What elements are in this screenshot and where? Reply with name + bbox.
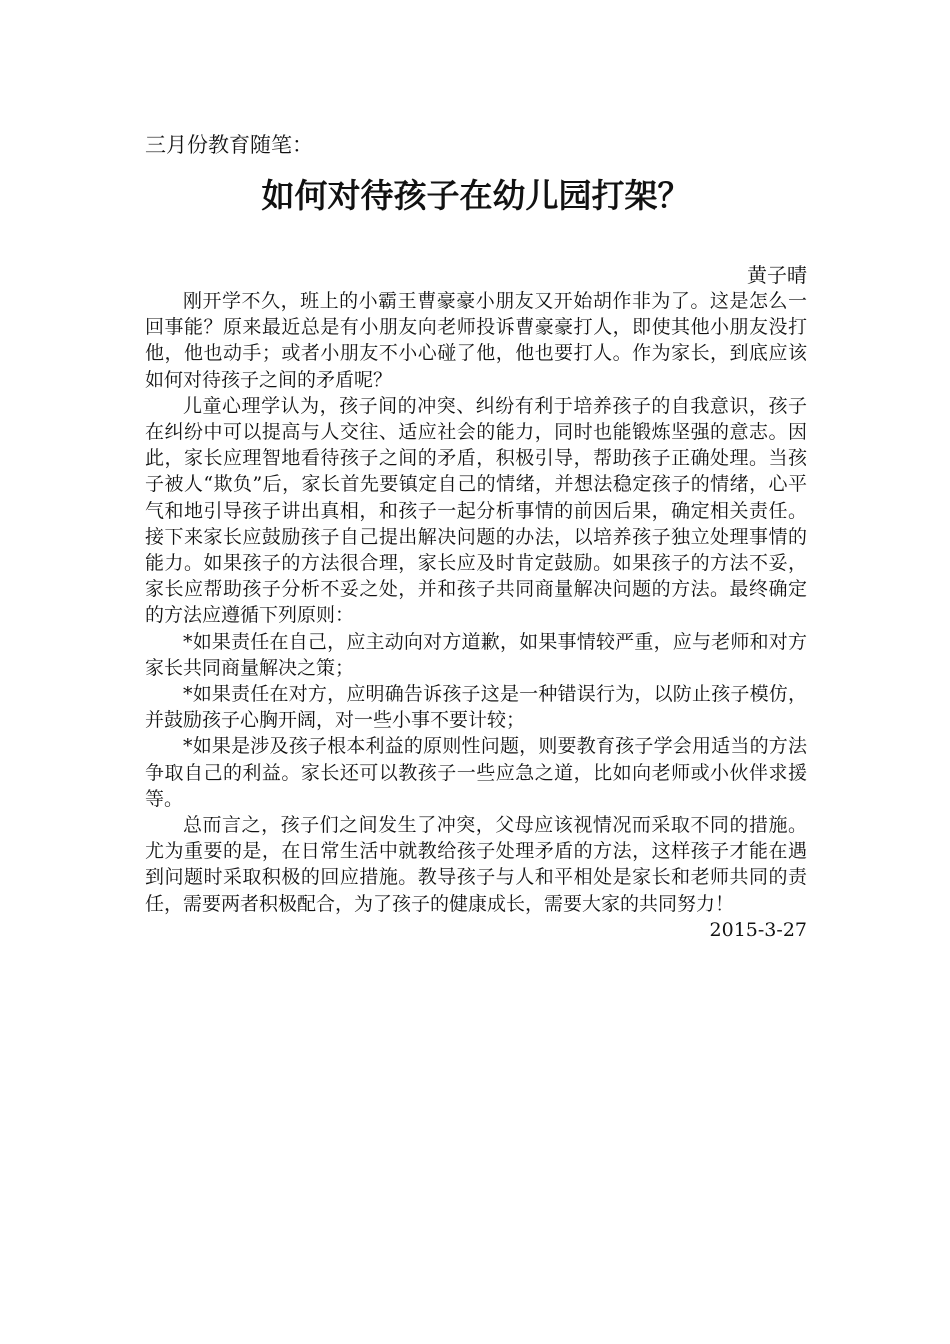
- paragraph-intro: 刚开学不久，班上的小霸王曹豪豪小朋友又开始胡作非为了。这是怎么一回事能？原来最近总是有小朋友向老师投诉曹豪豪打人，即使其他小朋友没打他，他也动手；或者小朋友不小心碰了他，他也要打人。作为家长，到底应该如何对待孩子之间的矛盾呢？: [145, 290, 807, 391]
- paragraph-principle-1: *如果责任在自己，应主动向对方道歉，如果事情较严重，应与老师和对方家长共同商量解决之策；: [145, 630, 807, 679]
- paragraph-psychology: 儿童心理学认为，孩子间的冲突、纠纷有利于培养孩子的自我意识，孩子在纠纷中可以提高与人交往、适应社会的能力，同时也能锻炼坚强的意志。因此，家长应理智地看待孩子之间的矛盾，积极引导，帮助孩子正确处理。当孩子被人“欺负”后，家长首先要镇定自己的情绪，并想法稳定孩子的情绪，心平气和地引导孩子讲出真相，和孩子一起分析事情的前因后果，确定相关责任。接下来家长应鼓励孩子自己提出解决问题的办法，以培养孩子独立处理事情的能力。如果孩子的方法很合理，家长应及时肯定鼓励。如果孩子的方法不妥，家长应帮助孩子分析不妥之处，并和孩子共同商量解决问题的方法。最终确定的方法应遵循下列原则：: [145, 394, 807, 627]
- document-page: [145, 130, 807, 944]
- paragraph-principle-2: *如果责任在对方，应明确告诉孩子这是一种错误行为，以防止孩子模仿，并鼓励孩子心胸开阔，对一些小事不要计较；: [145, 683, 807, 732]
- paragraph-conclusion: 总而言之，孩子们之间发生了冲突，父母应该视情况而采取不同的措施。尤为重要的是，在日常生活中就教给孩子处理矛盾的方法，这样孩子才能在遇到问题时采取积极的回应措施。教导孩子与人和平相处是家长和老师共同的责任，需要两者积极配合，为了孩子的健康成长，需要大家的共同努力！: [145, 814, 807, 915]
- date-stamp: 2015-3-27: [709, 918, 807, 941]
- paragraph-principle-3: *如果是涉及孩子根本利益的原则性问题，则要教育孩子学会用适当的方法争取自己的利益。家长还可以教孩子一些应急之道，比如向老师或小伙伴求援等。: [145, 735, 807, 810]
- series-label: 三月份教育随笔：: [145, 133, 313, 157]
- author-name: 黄子晴: [747, 263, 807, 287]
- article-title: 如何对待孩子在幼儿园打架？: [261, 176, 691, 215]
